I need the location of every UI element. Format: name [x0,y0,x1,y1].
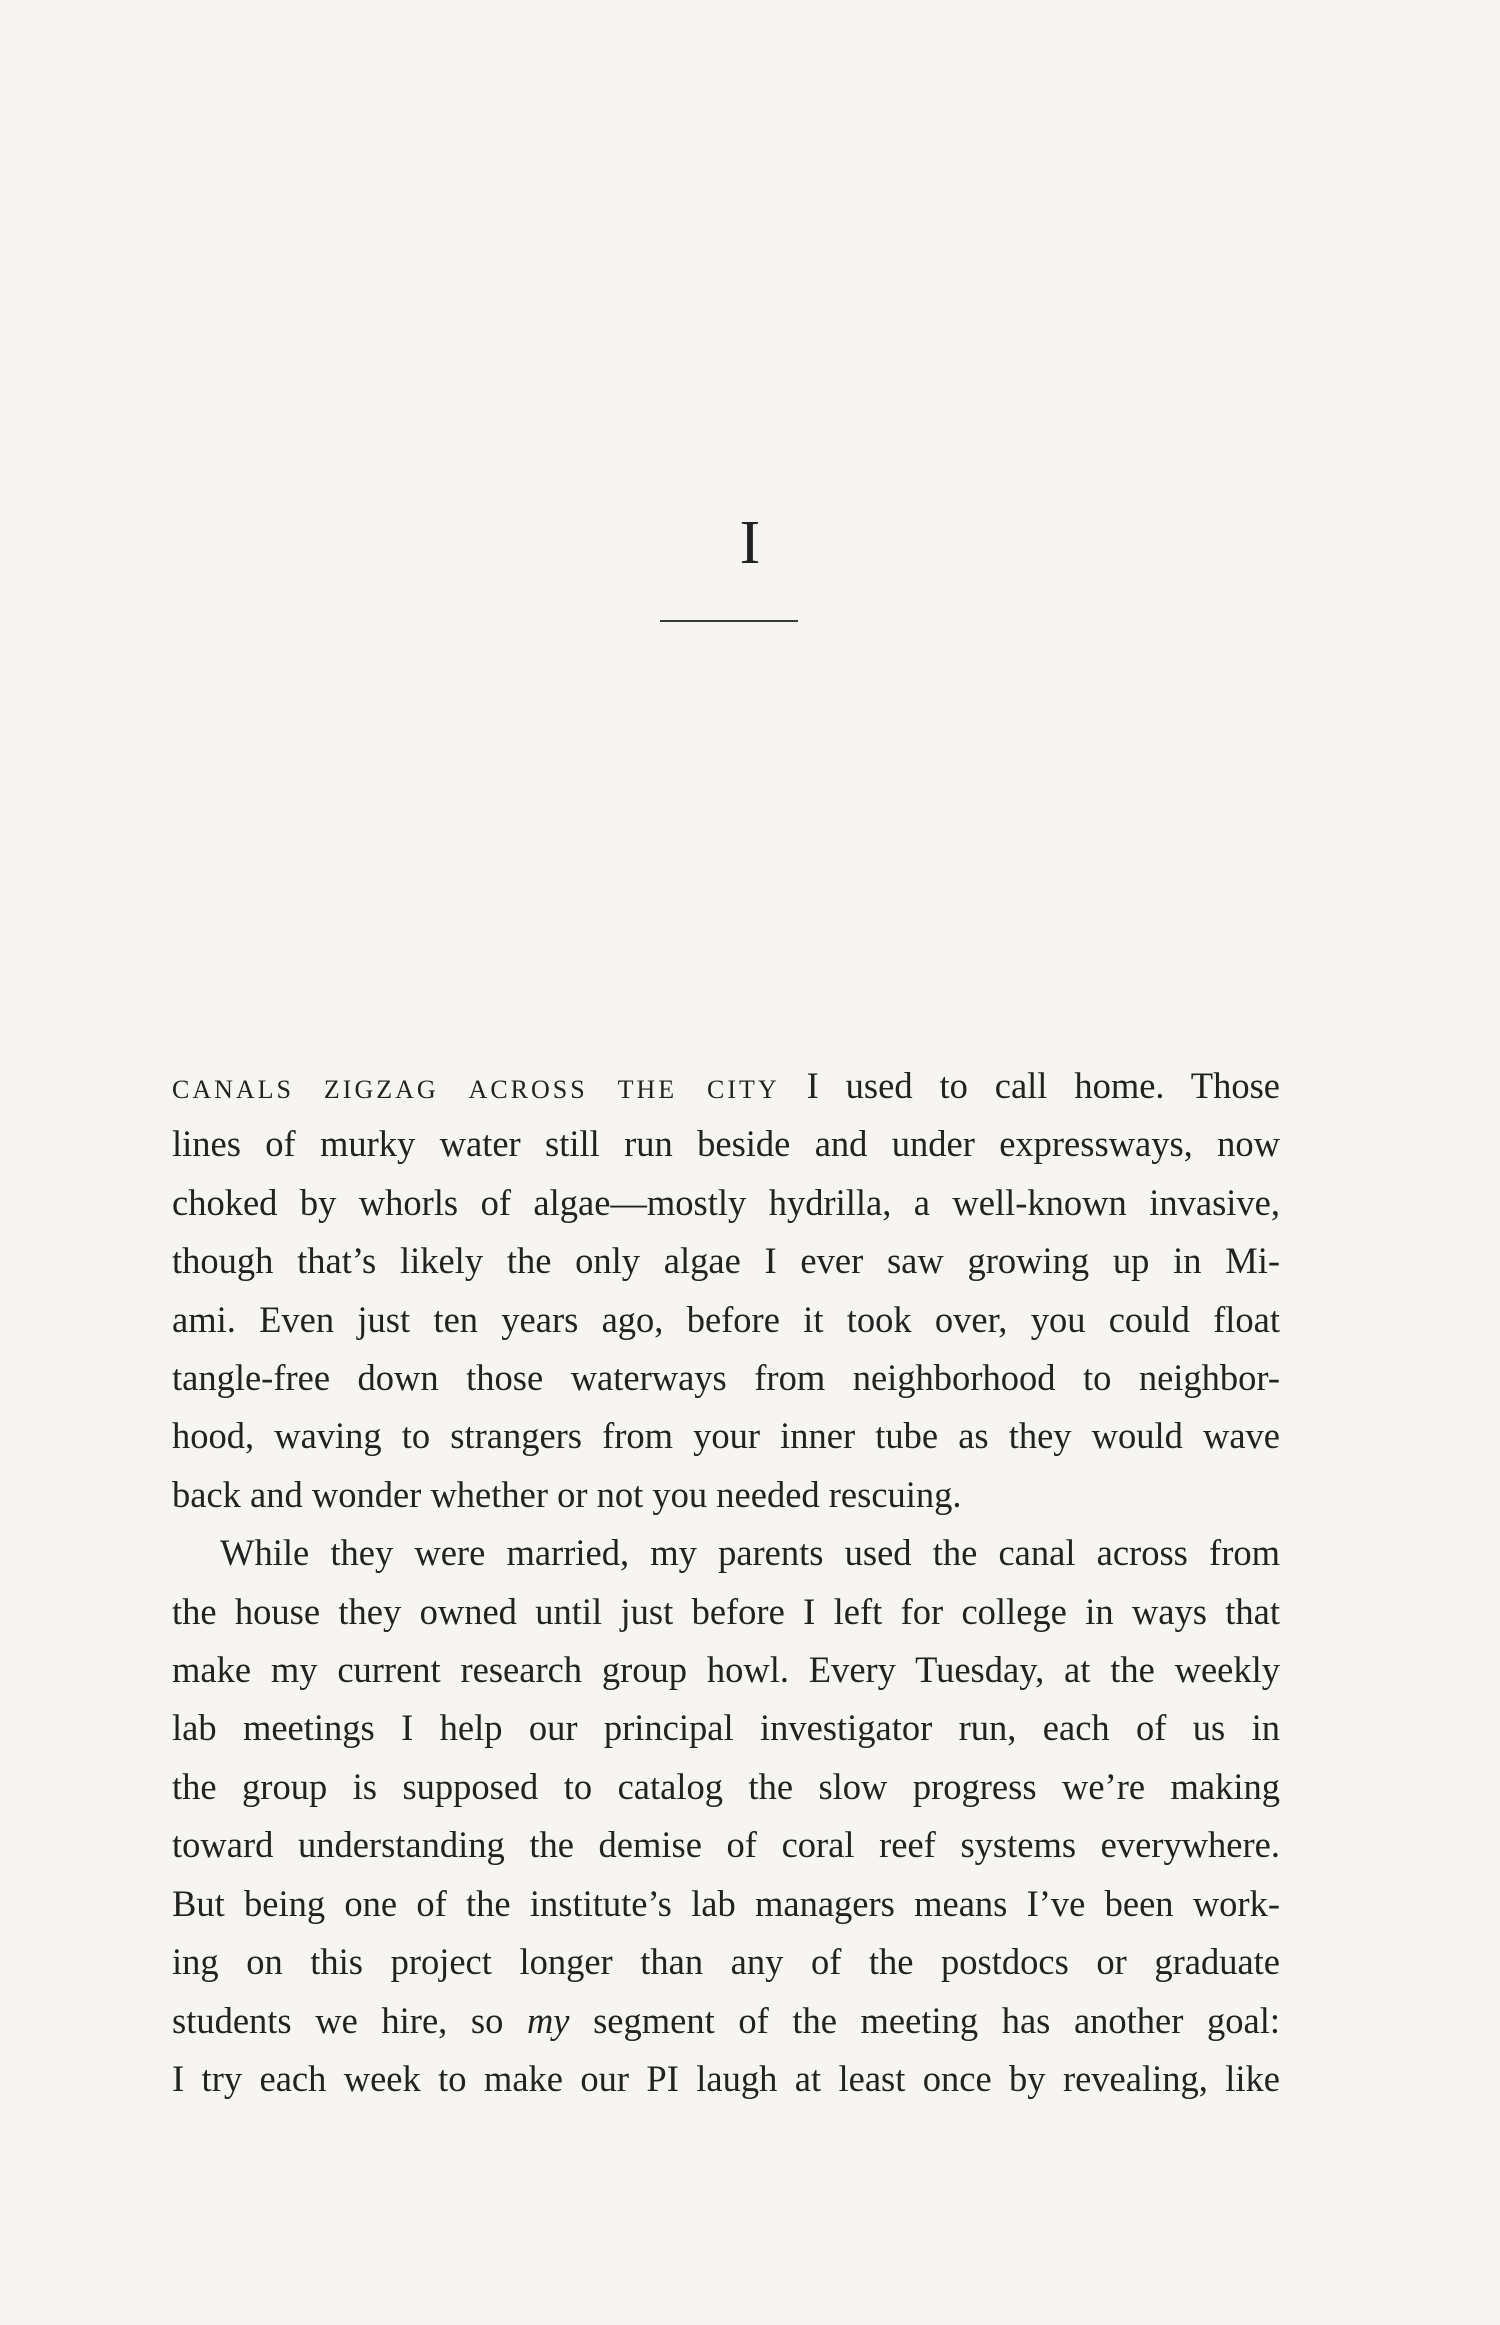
body-text [172,1057,1280,2108]
text-line: tangle-free down those waterways from neighborhood to neighbor- [172,1357,1280,1399]
lead-in-small-caps: canals zigzag across the city [172,1065,780,1106]
text-segment: segment of the meeting has another goal: [569,1999,1280,2041]
text-segment: students we hire, so [172,1999,527,2041]
text-line: While they were married, my parents used the canal across from [220,1532,1280,1574]
text-line: the group is supposed to catalog the slow progress we’re making [172,1765,1280,1807]
text-line: ing on this project longer than any of the postdocs or graduate [172,1941,1280,1983]
text-line: hood, waving to strangers from your inner tube as they would wave [172,1415,1280,1457]
emphasis-word: my [526,1999,570,2041]
text-line: back and wonder whether or not you needed rescuing. [172,1473,962,1515]
text-line: lines of murky water still run beside and under expressways, now [172,1123,1280,1165]
text-line [172,1057,1280,1115]
paragraph-1 [172,1057,1280,1524]
text-line: ami. Even just ten years ago, before it took over, you could float [172,1298,1280,1340]
text-line: lab meetings I help our principal investigator run, each of us in [172,1707,1280,1749]
text-line: choked by whorls of algae—mostly hydrilla, a well-known invasive, [172,1181,1280,1223]
text-line: the house they owned until just before I left for college in ways that [172,1590,1280,1632]
chapter-number: I [739,509,761,577]
chapter-rule [660,620,798,622]
paragraph-2 [172,1524,1280,2108]
text-line: toward understanding the demise of coral reef systems everywhere. [172,1824,1280,1866]
text-line: But being one of the institute’s lab managers means I’ve been work- [172,1882,1280,1924]
text-line [172,1992,1280,2050]
text-line-content: I used to call home. Those [779,1065,1280,1106]
text-line: make my current research group howl. Every Tuesday, at the weekly [172,1649,1280,1691]
text-line: I try each week to make our PI laugh at least once by revealing, like [172,2057,1280,2099]
text-line: though that’s likely the only algae I ever saw growing up in Mi- [172,1240,1280,1282]
